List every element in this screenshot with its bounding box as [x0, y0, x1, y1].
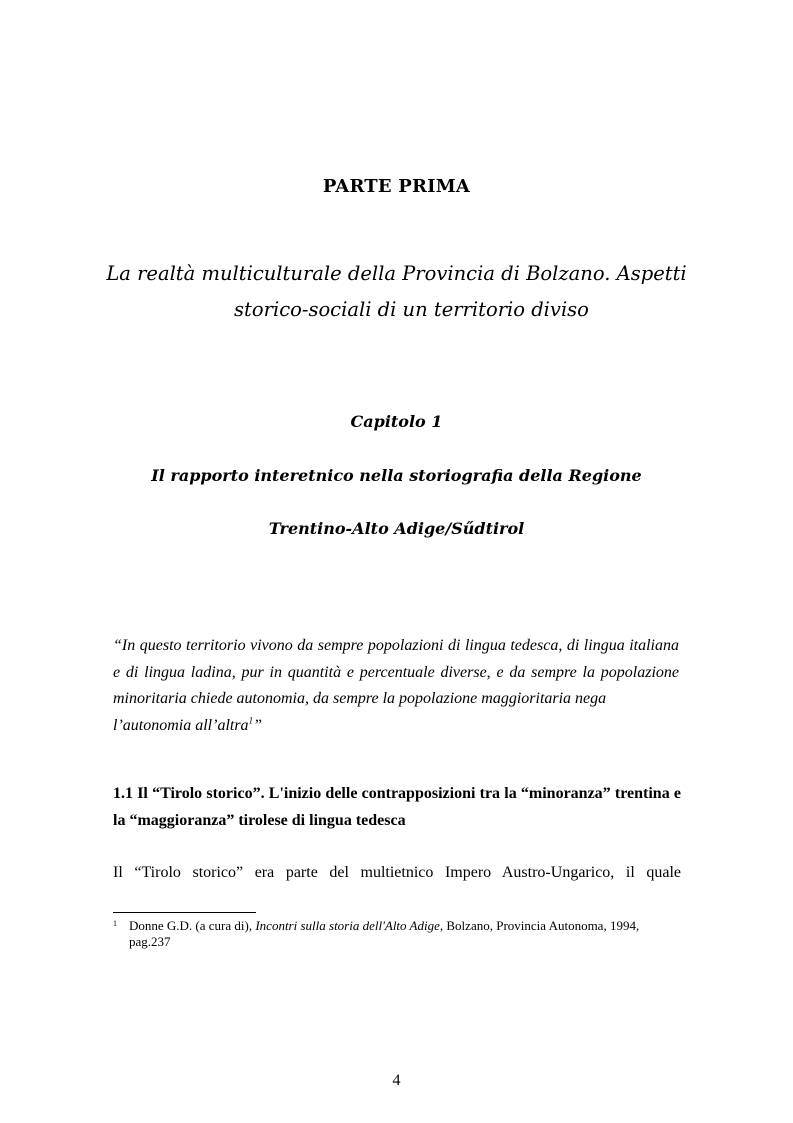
footnote-separator [113, 912, 256, 913]
subtitle-line-1: La realtà multiculturale della Provincia di Bolzano. Aspetti [106, 262, 687, 285]
chapter-title-line-2: Trentino-Alto Adige/Sűdtirol [268, 519, 525, 538]
section-heading [113, 781, 681, 834]
footnote-page: pag.237 [129, 934, 171, 949]
section-heading-line-2: la “maggioranza” tirolese di lingua tedesca [113, 811, 406, 829]
footnote [113, 918, 681, 950]
quote-text: “In questo territorio vivono da sempre popolazioni di lingua tedesca, di lingua italiana e di lingua ladina, pur in quantità e percentuale diverse, e da sempre la popolazione minoritaria chiede autonomia, da sempre la popolazione maggioritaria nega [113, 637, 679, 707]
quote-closing-mark: ” [253, 716, 262, 734]
part-subtitle [100, 256, 693, 328]
footnote-book-title: Incontri sulla storia dell'Alto Adige [255, 918, 440, 933]
chapter-title-line-1: Il rapporto interetnico nella storiografia della Regione [151, 466, 642, 485]
part-title: PARTE PRIMA [322, 176, 471, 197]
quote-last-line [113, 713, 679, 740]
epigraph-quote [113, 633, 679, 739]
chapter-label: Capitolo 1 [350, 412, 443, 431]
footnote-reference[interactable]: 1 [248, 715, 254, 726]
page-number: 4 [392, 1072, 401, 1089]
section-heading-line-1: 1.1 Il “Tirolo storico”. L'inizio delle contrapposizioni tra la “minoranza” trentina e [113, 785, 681, 802]
footnote-number: 1 [113, 919, 117, 928]
body-paragraph: Il “Tirolo storico” era parte del multietnico Impero Austro-Ungarico, il quale [113, 864, 681, 881]
footnote-text-after: , Bolzano, Provincia Autonoma, 1994, [439, 918, 640, 933]
subtitle-line-2: storico-sociali di un territorio diviso [234, 298, 589, 321]
quote-last-line-text: l’autonomia all’altra [113, 716, 249, 734]
footnote-text-before: Donne G.D. (a cura di), [129, 918, 256, 933]
